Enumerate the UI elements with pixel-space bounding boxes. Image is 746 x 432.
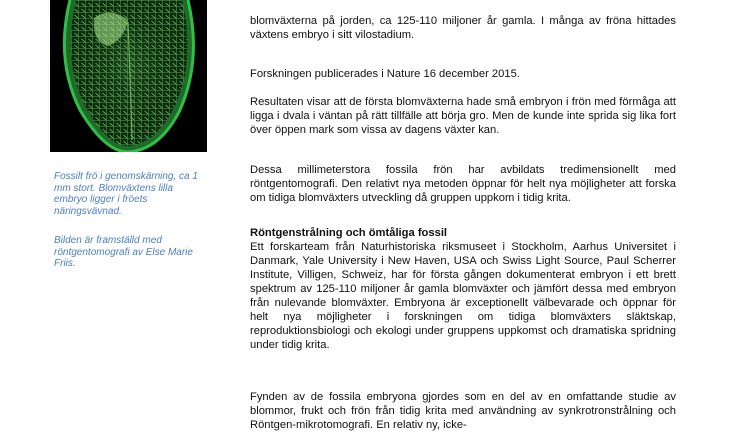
fossil-seed-image: [50, 0, 207, 152]
paragraph-results: Resultaten visar att de första blomväxterna hade små embryon i frön med förmåga att ligga i dvala i väntan på rätt tillfälle att börja gro. Men de kunde inte sprida sig lika fort över öppen mark som vissa av dagens växter kan.: [250, 96, 676, 137]
fossil-seed-illustration: [50, 0, 207, 152]
paragraph-findings: Fynden av de fossila embryona gjordes som en del av en omfattande studie av blommor, frukt och frön från tidig krita med användning av synkrotronstrålning och Röntgen-mikrotomografi. En relativ ny, icke-: [250, 391, 676, 432]
figure-credit: Bilden är framställd med röntgentomografi av Else Marie Friis.: [54, 235, 193, 269]
paragraph-research-team: Ett forskarteam från Naturhistoriska riksmuseet i Stockholm, Aarhus Universitet i Danmark, Yale University i New Haven, USA och Swiss Light Source, Paul Scherrer Institute, Villigen, Schweiz, har för första gången dokumenterat embryon i ett brett spektrum av 125-110 miljoner år gamla blomväxter och jämfört dessa med embryon från nulevande blomväxter. Embryona är exceptionellt välbevarade och öppnar för helt nya möjligheter i forskningen om tidiga blomväxters släktskap, reproduktionsbiologi och ekologi under gruppens uppkomst och dramatiska spridning under tidig krita.: [250, 241, 676, 352]
paragraph-method: Dessa millimeterstora fossila frön har avbildats tredimensionellt med röntgentomografi. Den relativt nya metoden öppnar för helt nya möjligheter att forska om tidiga blomväxters utveckling då gruppen uppkom i tidig krita.: [250, 164, 676, 205]
paragraph-intro-continued: blomväxterna på jorden, ca 125-110 miljoner år gamla. I många av fröna hittades växtens embryo i sitt vilostadium.: [250, 15, 676, 42]
paragraph-publication: Forskningen publicerades i Nature 16 december 2015.: [250, 68, 520, 81]
figure-caption: Fossilt frö i genomskärning, ca 1 mm stort. Blomväxtens lilla embryo ligger i fröets näringsvävnad.: [54, 171, 198, 217]
section-heading: Röntgenstrålning och ömtåliga fossil: [250, 227, 448, 240]
